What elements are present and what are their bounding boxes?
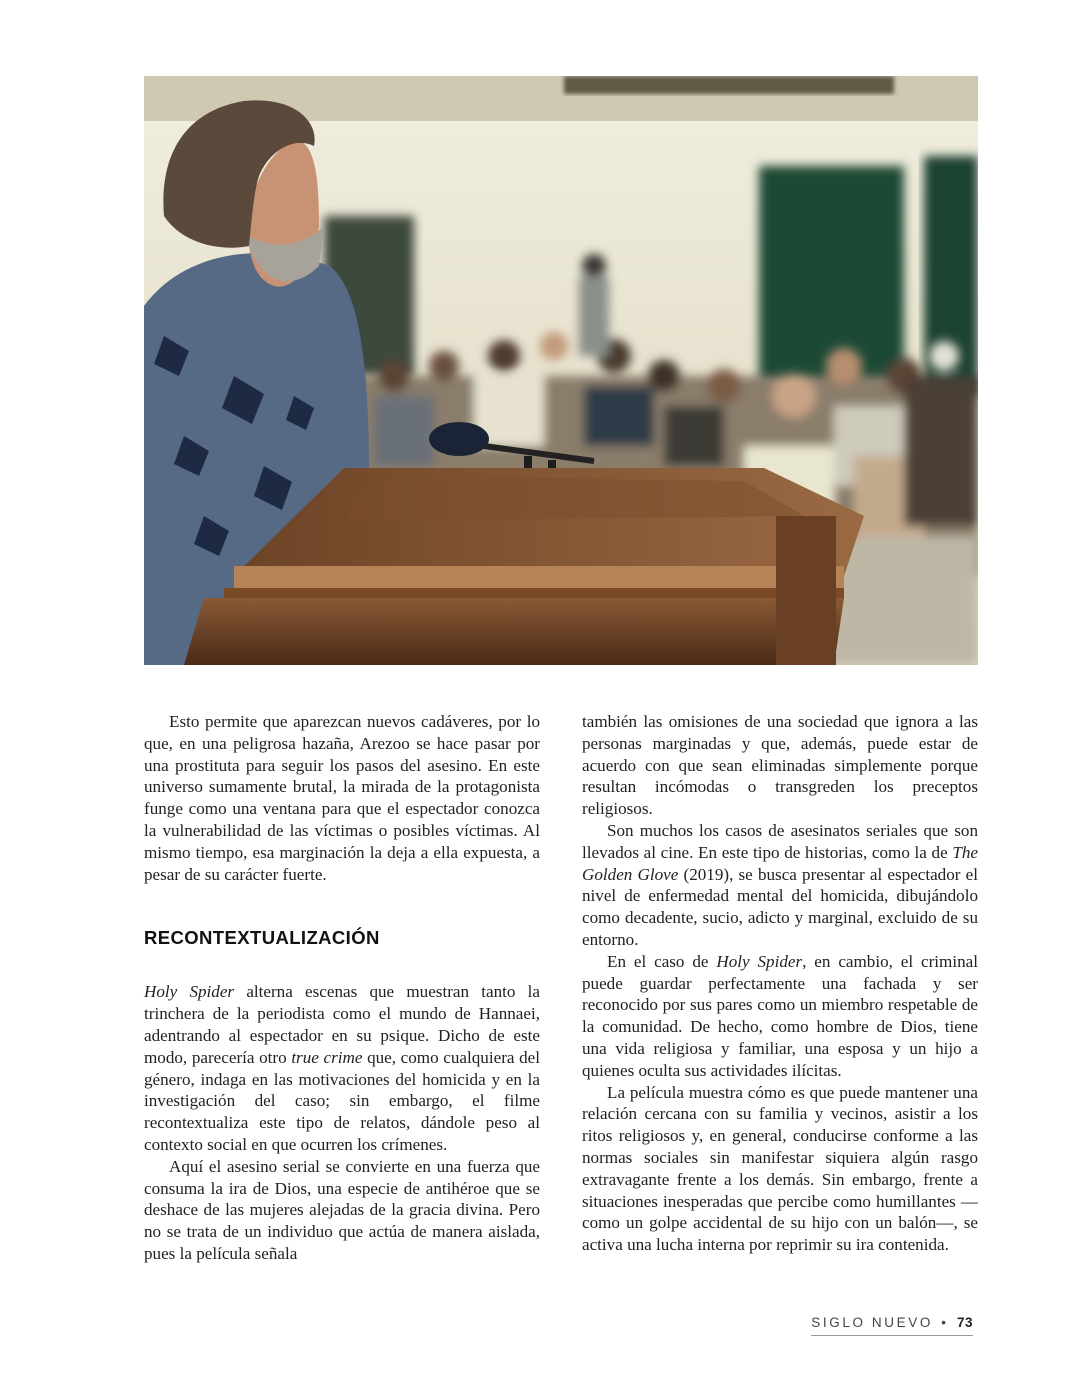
paragraph: también las omisiones de una sociedad que ignora a las personas marginadas y que, además, puede estar de acuerdo con que sean eliminadas simplemente porque resultan incómodas o transgreden los preceptos religiosos. [582, 712, 978, 819]
article-photo [144, 76, 978, 665]
paragraph: Son muchos los casos de asesinatos seriales que son llevados al cine. En este tipo de historias, como la de The Golden Glove (2019), se busca presentar al espectador el nivel de enfermedad mental del homicida, dibujándolo como decadente, sucio, adicto y marginal, excluido de su entorno. [582, 820, 978, 949]
film-title: The Golden Glove [582, 842, 978, 884]
film-title: Holy Spider [144, 982, 235, 1002]
paragraph: Holy Spider alterna escenas que muestran tanto la trinchera de la periodista como el mundo de Hannaei, adentrando al espectador en su psique. Dicho de este modo, parecería otro true crime que, como cualquiera del género, indaga en las motivaciones del homicida y en la investigación del caso; sin embargo, el filme recontextualiza este tipo de relatos, dándole peso al contexto social en que ocurren los crímenes. [144, 982, 541, 1154]
film-title: Holy Spider [716, 951, 803, 971]
page-number: 73 [956, 1315, 973, 1330]
section-heading: RECONTEXTUALIZACIÓN [144, 927, 380, 949]
publication-name: SIGLO NUEVO [811, 1315, 933, 1330]
paragraph: Esto permite que aparezcan nuevos cadáveres, por lo que, en una peligrosa hazaña, Arezoo se hace pasar por una prostituta para seguir los pasos del asesino. En este universo sumamente brutal, la mirada de la protagonista funge como una ventana para que el espectador conozca la vulnerabilidad de las víctimas o posibles víctimas. Al mismo tiempo, esa marginación la deja a ella expuesta, a pesar de su carácter fuerte. [144, 712, 540, 884]
genre-term: true crime [291, 1047, 363, 1067]
paragraph: La película muestra cómo es que puede mantener una relación cercana con su familia y vecinos, asistir a los ritos religiosos y, en general, conducirse conforme a las normas sociales sin manifestar siquiera algún rasgo extravagante frente a los demás. Sin embargo, frente a situaciones inesperadas que percibe como humillantes —como un golpe accidental de su hijo con un balón—, se activa una lucha interna por reprimir su ira contenida. [582, 1082, 978, 1255]
article-column-right [582, 711, 978, 1256]
podium-speaker-image [144, 76, 978, 665]
paragraph: Aquí el asesino serial se convierte en una fuerza que consuma la ira de Dios, una especie de antihéroe que se deshace de las mujeres alejadas de la gracia divina. Pero no se trata de un individuo que actúa de manera aislada, pues la película señala [144, 1156, 540, 1263]
separator: • [941, 1315, 949, 1330]
page-footer [811, 1315, 973, 1336]
paragraph: En el caso de Holy Spider, en cambio, el criminal puede guardar perfectamente una fachada y ser reconocido por sus pares como un miembro respetable de la comunidad. De hecho, como hombre de Dios, tiene una vida religiosa y familiar, una esposa y un hijo a quienes oculta sus actividades ilícitas. [582, 951, 978, 1080]
article-column-left [144, 711, 540, 1265]
